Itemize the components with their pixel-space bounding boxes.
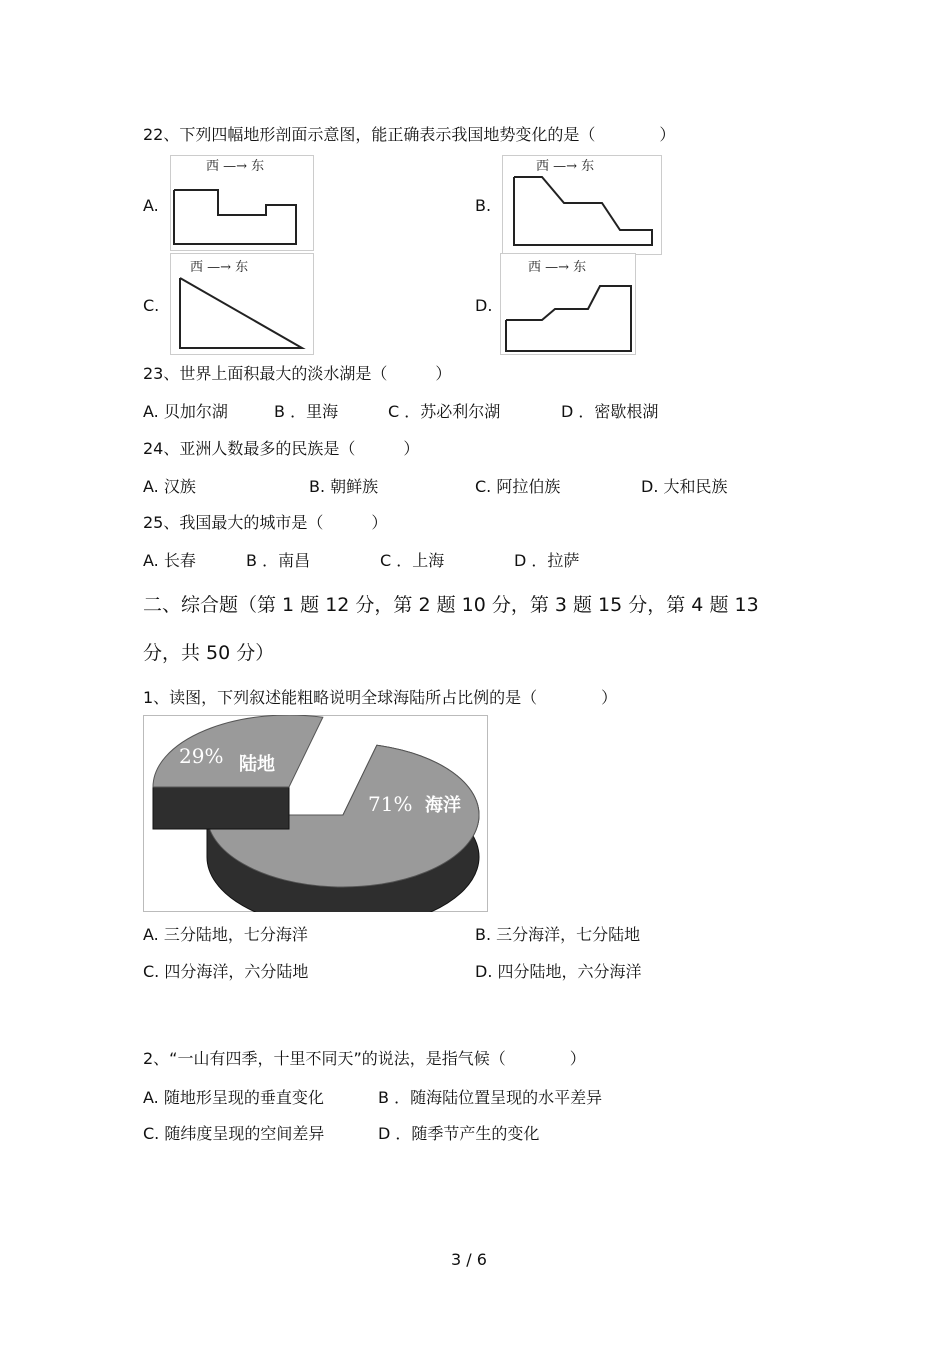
- s2q1-stem: 1、读图，下列叙述能粗略说明全球海陆所占比例的是（ ）: [143, 688, 618, 707]
- q23-option-d: D ．密歇根湖: [561, 402, 659, 421]
- q25-option-d: D ．拉萨: [514, 551, 580, 570]
- pie-slice-side-land: [153, 787, 289, 829]
- q23-stem: 23、世界上面积最大的淡水湖是（ ）: [143, 364, 452, 383]
- s2q2-option-c: C. 随纬度呈现的空间差异: [143, 1124, 325, 1143]
- q24-option-b: B. 朝鲜族: [309, 477, 379, 496]
- q22-stem: 22、下列四幅地形剖面示意图，能正确表示我国地势变化的是（ ）: [143, 125, 676, 144]
- s2q2-option-b: B ．随海陆位置呈现的水平差异: [378, 1088, 603, 1107]
- page-number: 3 / 6: [451, 1250, 487, 1269]
- q24-option-c: C. 阿拉伯族: [475, 477, 561, 496]
- data-label-land-pct: 29%: [179, 744, 224, 768]
- data-label-ocean-name: 海洋: [425, 795, 461, 816]
- s2q2-option-d: D ．随季节产生的变化: [378, 1124, 540, 1143]
- q22-option-b-key: B.: [475, 196, 492, 215]
- data-label-ocean-pct: 71%: [368, 792, 413, 816]
- data-label-land-name: 陆地: [239, 754, 275, 775]
- profile-diagram-d: [500, 253, 636, 355]
- direction-label-d: 西 —→ 东: [528, 260, 587, 275]
- s2q2-option-a: A. 随地形呈现的垂直变化: [143, 1088, 324, 1107]
- q22-option-d-key: D.: [475, 296, 493, 315]
- s2q1-option-a: A. 三分陆地，七分海洋: [143, 925, 308, 944]
- q23-option-b: B ．里海: [274, 402, 339, 421]
- land-ocean-pie-chart: [143, 715, 488, 912]
- q25-option-c: C ．上海: [380, 551, 445, 570]
- q25-stem: 25、我国最大的城市是（ ）: [143, 513, 388, 532]
- direction-label-b: 西 —→ 东: [536, 159, 595, 174]
- q23-option-c: C ．苏必利尔湖: [388, 402, 501, 421]
- q25-option-a: A. 长春: [143, 551, 196, 570]
- s2q1-option-b: B. 三分海洋，七分陆地: [475, 925, 641, 944]
- q22-option-a-key: A.: [143, 196, 159, 215]
- direction-label-a: 西 —→ 东: [206, 159, 265, 174]
- q23-option-a: A. 贝加尔湖: [143, 402, 228, 421]
- profile-diagram-c: [170, 253, 314, 355]
- q24-option-a: A. 汉族: [143, 477, 196, 496]
- q25-option-b: B ．南昌: [246, 551, 311, 570]
- s2q1-option-c: C. 四分海洋，六分陆地: [143, 962, 309, 981]
- s2q1-option-d: D. 四分陆地，六分海洋: [475, 962, 642, 981]
- profile-diagram-b: [502, 155, 662, 255]
- section-heading-line1: 二、综合题（第 1 题 12 分，第 2 题 10 分，第 3 题 15 分，第 4 题 13: [143, 594, 759, 616]
- direction-label-c: 西 —→ 东: [190, 260, 249, 275]
- q24-stem: 24、亚洲人数最多的民族是（ ）: [143, 439, 420, 458]
- profile-diagram-a: [170, 155, 314, 251]
- q24-option-d: D. 大和民族: [641, 477, 728, 496]
- q22-option-c-key: C.: [143, 296, 160, 315]
- section-heading-line2: 分，共 50 分）: [143, 642, 275, 664]
- s2q2-stem: 2、“一山有四季，十里不同天”的说法，是指气候（ ）: [143, 1049, 586, 1068]
